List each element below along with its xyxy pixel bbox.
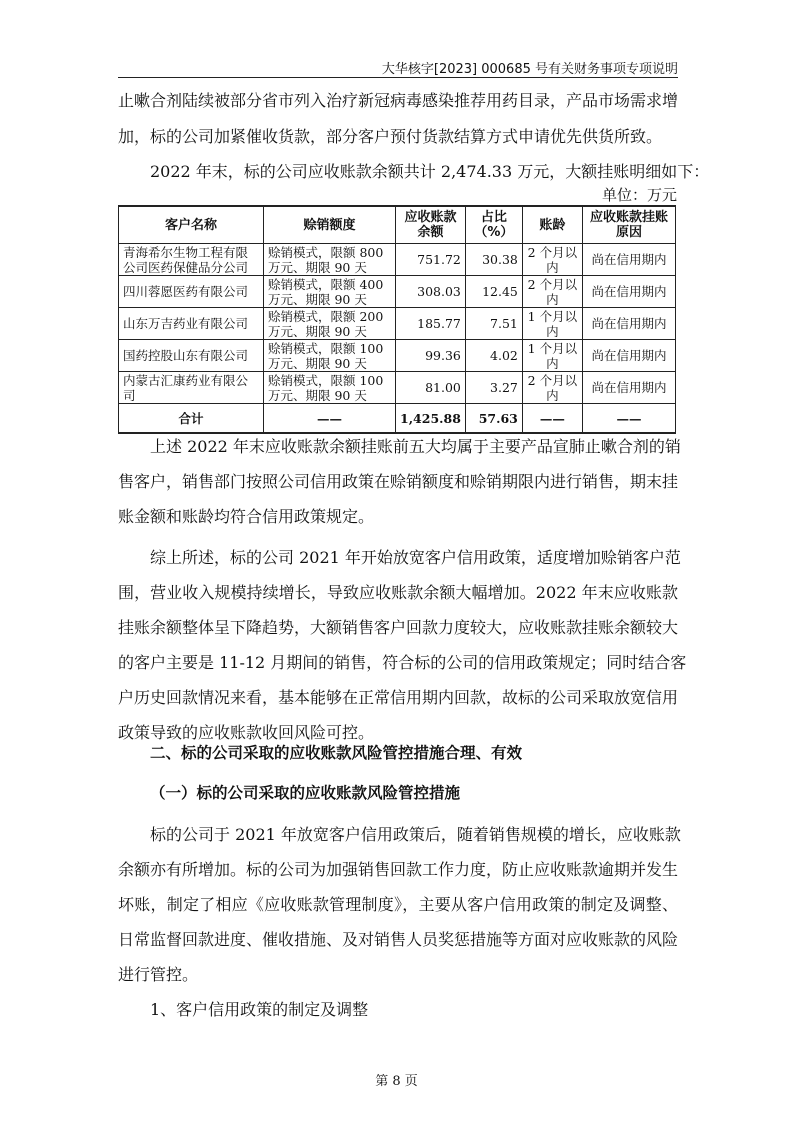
page-number: 第 8 页 <box>375 1074 418 1089</box>
column-header: 账龄 <box>522 206 582 244</box>
cell: 尚在信用期内 <box>582 340 675 372</box>
cell: 2 个月以内 <box>522 372 582 404</box>
column-header: 赊销额度 <box>264 206 396 244</box>
cell: 四川蓉愿医药有限公司 <box>119 276 264 308</box>
cell: —— <box>582 404 675 434</box>
cell: 尚在信用期内 <box>582 372 675 404</box>
para3-line: 账金额和账龄均符合信用政策规定。 <box>118 507 375 526</box>
cell: 赊销模式，限额 100 万元、期限 90 天 <box>264 340 396 372</box>
para5-line: 标的公司于 2021 年放宽客户信用政策后，随着销售规模的增长，应收账款 <box>150 825 681 844</box>
cell: 青海希尔生物工程有限公司医药保健品分公司 <box>119 244 264 276</box>
para2: 2022 年末，标的公司应收账款余额共计 2,474.33 万元，大额挂账明细如下： <box>150 162 710 181</box>
cell: 751.72 <box>396 244 466 276</box>
cell: 赊销模式，限额 400 万元、期限 90 天 <box>264 276 396 308</box>
receivables-table <box>118 205 676 434</box>
para4-line: 的客户主要是 11-12 月期间的销售，符合标的公司的信用政策规定；同时结合客 <box>118 653 687 672</box>
cell: 国药控股山东有限公司 <box>119 340 264 372</box>
cell: 7.51 <box>465 308 522 340</box>
section-heading: 二、标的公司采取的应收账款风险管控措施合理、有效 <box>150 744 523 762</box>
table-row <box>119 276 676 308</box>
para4-line: 政策导致的应收账款收回风险可控。 <box>118 723 375 742</box>
cell: 合计 <box>119 404 264 434</box>
cell: 1,425.88 <box>396 404 466 434</box>
header-divider <box>118 77 678 78</box>
table-row <box>119 244 676 276</box>
para5-line: 进行管控。 <box>118 965 199 984</box>
cell: 1 个月以内 <box>522 308 582 340</box>
column-header: 客户名称 <box>119 206 264 244</box>
cell: 308.03 <box>396 276 466 308</box>
cell: 3.27 <box>465 372 522 404</box>
table-total-row <box>119 404 676 434</box>
cell: 30.38 <box>465 244 522 276</box>
cell: 山东万吉药业有限公司 <box>119 308 264 340</box>
para1-line: 加，标的公司加紧催收货款，部分客户预付货款结算方式申请优先供货所致。 <box>118 127 663 146</box>
table-header-row <box>119 206 676 244</box>
cell: 赊销模式，限额 200 万元、期限 90 天 <box>264 308 396 340</box>
running-header: 大华核字[2023] 000685 号有关财务事项专项说明 <box>381 62 678 77</box>
para3-line: 上述 2022 年末应收账款余额挂账前五大均属于主要产品宣肺止嗽合剂的销 <box>150 437 681 456</box>
cell: —— <box>264 404 396 434</box>
column-header: 应收账款挂账原因 <box>582 206 675 244</box>
cell: 2 个月以内 <box>522 276 582 308</box>
para4-line: 综上所述，标的公司 2021 年开始放宽客户信用政策，适度增加赊销客户范 <box>150 548 681 567</box>
cell: —— <box>522 404 582 434</box>
cell: 12.45 <box>465 276 522 308</box>
cell: 尚在信用期内 <box>582 244 675 276</box>
list-item-heading: 1、客户信用政策的制定及调整 <box>150 1000 369 1019</box>
cell: 尚在信用期内 <box>582 308 675 340</box>
cell: 81.00 <box>396 372 466 404</box>
para4-line: 围，营业收入规模持续增长，导致应收账款余额大幅增加。2022 年末应收账款 <box>118 583 678 602</box>
cell: 赊销模式，限额 100 万元、期限 90 天 <box>264 372 396 404</box>
para5-line: 日常监督回款进度、催收措施、及对销售人员奖惩措施等方面对应收账款的风险 <box>118 930 679 949</box>
table-row <box>119 308 676 340</box>
cell: 1 个月以内 <box>522 340 582 372</box>
cell: 赊销模式，限额 800 万元、期限 90 天 <box>264 244 396 276</box>
para5-line: 坏账，制定了相应《应收账款管理制度》，主要从客户信用政策的制定及调整、 <box>118 895 678 914</box>
table-row <box>119 340 676 372</box>
column-header: 应收账款余额 <box>396 206 466 244</box>
para1-line: 止嗽合剂陆续被部分省市列入治疗新冠病毒感染推荐用药目录，产品市场需求增 <box>118 91 679 110</box>
para3-line: 售客户，销售部门按照公司信用政策在赊销额度和赊销期限内进行销售，期末挂 <box>118 472 679 491</box>
para5-line: 余额亦有所增加。标的公司为加强销售回款工作力度，防止应收账款逾期并发生 <box>118 860 679 879</box>
cell: 4.02 <box>465 340 522 372</box>
table-row <box>119 372 676 404</box>
subsection-heading: （一）标的公司采取的应收账款风险管控措施 <box>150 784 461 802</box>
cell: 99.36 <box>396 340 466 372</box>
cell: 2 个月以内 <box>522 244 582 276</box>
cell: 185.77 <box>396 308 466 340</box>
cell: 57.63 <box>465 404 522 434</box>
unit-label: 单位：万元 <box>601 186 677 204</box>
para4-line: 挂账余额整体呈下降趋势，大额销售客户回款力度较大，应收账款挂账余额较大 <box>118 618 679 637</box>
cell: 尚在信用期内 <box>582 276 675 308</box>
para4-line: 户历史回款情况来看，基本能够在正常信用期内回款，故标的公司采取放宽信用 <box>118 688 679 707</box>
column-header: 占比（%） <box>465 206 522 244</box>
cell: 内蒙古汇康药业有限公司 <box>119 372 264 404</box>
